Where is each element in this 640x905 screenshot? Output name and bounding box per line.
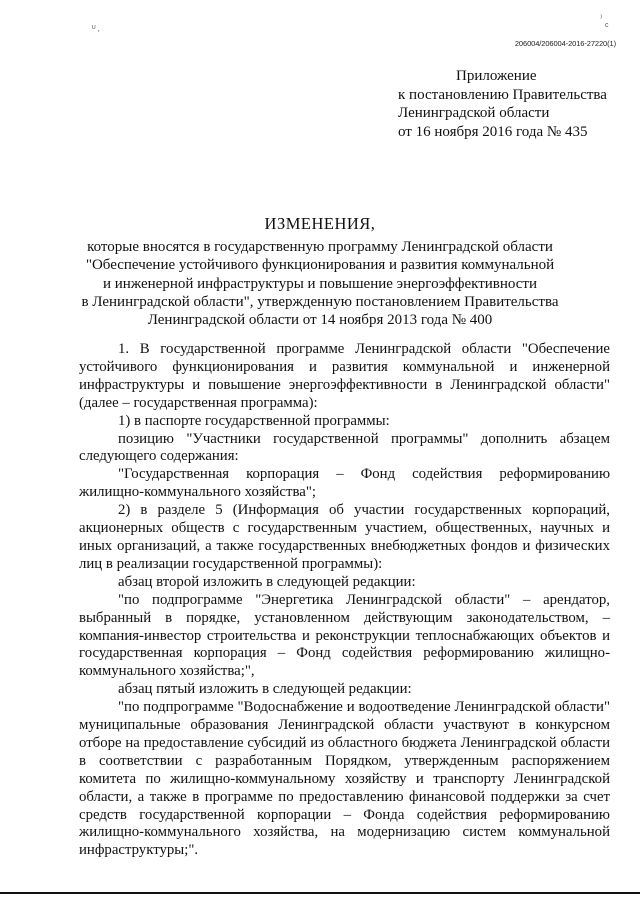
- appendix-date: от 16 ноября 2016 года № 435: [398, 123, 588, 140]
- paragraph: 1) в паспорте государственной программы:: [118, 412, 390, 429]
- paragraph: позицию "Участники государственной программы" дополнить абзацем следующего содержания:: [79, 430, 610, 465]
- scan-mark-right: ₎: [600, 10, 603, 20]
- title-line: "Обеспечение устойчивого функционирования и развития коммунальной: [85, 257, 555, 274]
- scan-mark-left: ᵁ ,: [92, 24, 100, 33]
- title-heading: ИЗМЕНЕНИЯ,: [264, 214, 376, 233]
- title-line: Ленинградской области от 14 ноября 2013 года № 400: [147, 312, 493, 329]
- document-body: [79, 341, 610, 860]
- paragraph: абзац второй изложить в следующей редакции:: [118, 573, 416, 590]
- paragraph: "по подпрограмме "Водоснабжение и водоотведение Ленинградской области" муниципальные образования Ленинградской области участвуют в конкурсном отборе на предоставление субсидий из областного бюджета Ленинградской области в соответствии с разработанным Порядком, утвержденным распоряжением комитета по жилищно-коммунальному хозяйству и транспорту Ленинградской области, а также в программе по предоставлению финансовой поддержки за счет средств государственной корпорации – Фонда содействия реформированию жилищно-коммунального хозяйства, на модернизацию систем коммунальной инфраструктуры;".: [79, 699, 610, 859]
- paragraph: 2) в разделе 5 (Информация об участии государственных корпораций, акционерных обществ с государственным участием, общественных, научных и иных организаций, а также государственных внебюджетных фондов и физических лиц в реализации государственной программы):: [79, 502, 610, 572]
- document-id: 206004/206004-2016-27220(1): [514, 39, 616, 48]
- appendix-title: Приложение: [456, 68, 537, 84]
- appendix-region: Ленинградской области: [398, 105, 550, 121]
- paragraph: "по подпрограмме "Энергетика Ленинградской области" – арендатор, выбранный в порядке, установленном действующим законодательством, – компания-инвестор строительства и реконструкции теплоснабжающих объектов и государственная корпорация – Фонд содействия реформированию жилищно-коммунального хозяйства;",: [79, 591, 610, 680]
- title-line: и инженерной инфраструктуры и повышение энергоэффективности: [102, 275, 538, 292]
- paragraph: абзац пятый изложить в следующей редакции:: [118, 681, 412, 698]
- scan-mark-right-small: c: [605, 22, 609, 29]
- bottom-rule: [0, 892, 640, 894]
- appendix-header: [398, 67, 607, 141]
- title-line: которые вносятся в государственную программу Ленинградской области: [87, 239, 553, 255]
- appendix-reference: к постановлению Правительства: [398, 86, 607, 103]
- title-line: в Ленинградской области", утвержденную постановлением Правительства: [81, 293, 559, 310]
- document-title: [0, 214, 640, 329]
- paragraph: "Государственная корпорация – Фонд содействия реформированию жилищно-коммунального хозяйства";: [79, 466, 610, 501]
- paragraph: 1. В государственной программе Ленинградской области "Обеспечение устойчивого функционирования и развития коммунальной и инженерной инфраструктуры и повышение энергоэффективности в Ленинградской области" (далее – государственная программа):: [79, 341, 610, 411]
